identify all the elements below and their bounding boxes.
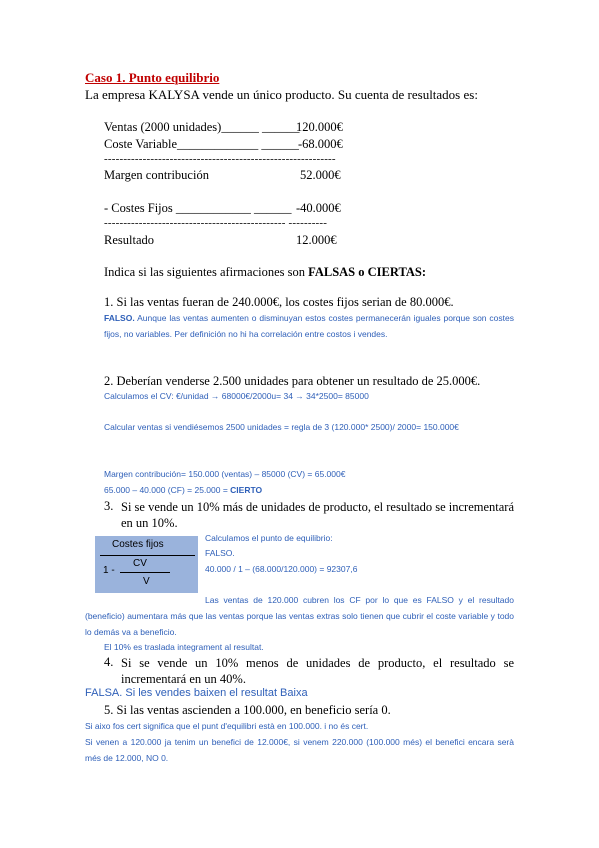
question-5: 5. Si las ventas ascienden a 100.000, en beneficio sería 0. bbox=[104, 703, 391, 717]
question-3: Si se vende un 10% más de unidades de producto, el resultado se incrementará en un 10%. bbox=[121, 500, 514, 530]
question-2: 2. Deberían venderse 2.500 unidades para obtener un resultado de 25.000€. bbox=[104, 374, 481, 388]
pl-cv-label: Coste Variable_____________ ______ bbox=[104, 137, 299, 151]
pl-ventas-label: Ventas (2000 unidades)______ ______ bbox=[104, 120, 300, 134]
answer-5-line-1: Si aixo fos cert significa que el punt d'equilibri està en 100.000. i no és cert. bbox=[85, 721, 369, 731]
pl-resultado-value: 12.000€ bbox=[296, 233, 337, 247]
case-intro: La empresa KALYSA vende un único producto. Su cuenta de resultados es: bbox=[85, 87, 478, 102]
case-title: Caso 1. Punto equilibrio bbox=[85, 70, 220, 85]
formula-v: V bbox=[143, 576, 150, 587]
question-3-number: 3. bbox=[104, 499, 114, 513]
answer-3-explanation bbox=[85, 592, 514, 640]
question-intro-text: Indica si las siguientes afirmaciones son bbox=[104, 265, 309, 279]
answer-2-verdict: CIERTO bbox=[230, 485, 263, 495]
formula-numerator: Costes fijos bbox=[112, 539, 164, 550]
pl-ventas-value: 120.000€ bbox=[296, 120, 343, 134]
answer-2-line-4 bbox=[104, 482, 262, 498]
answer-3-explanation-text: Las ventas de 120.000 cubren los CF por lo que es FALSO y el resultado (beneficio) aumentara más que las ventas porque las ventas extras solo tienen que cubrir el coste variable y todo lo demás va a beneficio. bbox=[85, 595, 514, 637]
pl-cf-label: - Costes Fijos ____________ ______ bbox=[104, 201, 292, 215]
answer-1-verdict: FALSO. bbox=[104, 313, 135, 323]
answer-3-calc-2: FALSO. bbox=[205, 548, 235, 558]
answer-2-line-4-text: 65.000 – 40.000 (CF) = 25.000 = bbox=[104, 485, 231, 495]
question-intro-bold: FALSAS o CIERTAS: bbox=[308, 265, 426, 279]
break-even-formula-image bbox=[95, 536, 198, 593]
formula-cv: CV bbox=[133, 558, 147, 569]
answer-4: FALSA. Si les vendes baixen el resultat Baixa bbox=[85, 687, 308, 699]
pl-cv-value: -68.000€ bbox=[298, 137, 343, 151]
formula-fraction-line bbox=[100, 555, 195, 556]
pl-cf-value: -40.000€ bbox=[296, 201, 341, 215]
answer-3-note: El 10% es traslada integrament al resultat. bbox=[104, 642, 264, 652]
answer-3-calc-1: Calculamos el punto de equilibrio: bbox=[205, 533, 333, 543]
question-1: 1. Si las ventas fueran de 240.000€, los costes fijos serian de 80.000€. bbox=[104, 295, 454, 309]
answer-2-line-1: Calculamos el CV: €/unidad → 68000€/2000u= 34 → 34*2500= 85000 bbox=[104, 391, 369, 401]
answer-5-line-2: Si venen a 120.000 ja tenim un benefici de 12.000€, si venem 220.000 (100.000 més) el benefici encara serà més de 12.000, NO 0. bbox=[85, 737, 514, 763]
question-intro bbox=[104, 265, 426, 280]
question-4-number: 4. bbox=[104, 655, 114, 669]
pl-separator: ------------------------------------------------------------ bbox=[104, 153, 336, 165]
pl-margen-value: 52.000€ bbox=[300, 168, 341, 182]
formula-inner-fraction-line bbox=[120, 572, 170, 573]
answer-2-line-3: Margen contribución= 150.000 (ventas) – 85000 (CV) = 65.000€ bbox=[104, 469, 346, 479]
pl-separator: ----------------------------------------------- ---------- bbox=[104, 217, 328, 229]
pl-resultado-label: Resultado bbox=[104, 233, 154, 247]
answer-2-line-2: Calcular ventas si vendiésemos 2500 unidades = regla de 3 (120.000* 2500)/ 2000= 150.000€ bbox=[104, 422, 459, 432]
answer-1 bbox=[104, 310, 514, 342]
answer-1-text: Aunque las ventas aumenten o disminuyan estos costes permanecerán iguales porque son costes fijos, no variables. Per definición no hi ha correlación entre costos i vendes. bbox=[104, 313, 514, 339]
pl-margen-label: Margen contribución bbox=[104, 168, 209, 182]
formula-one-minus: 1 - bbox=[103, 565, 115, 576]
question-4: Si se vende un 10% menos de unidades de producto, el resultado se incrementará en un 40%. bbox=[121, 656, 514, 686]
answer-3-calc-3: 40.000 / 1 – (68.000/120.000) = 92307,6 bbox=[205, 564, 358, 574]
